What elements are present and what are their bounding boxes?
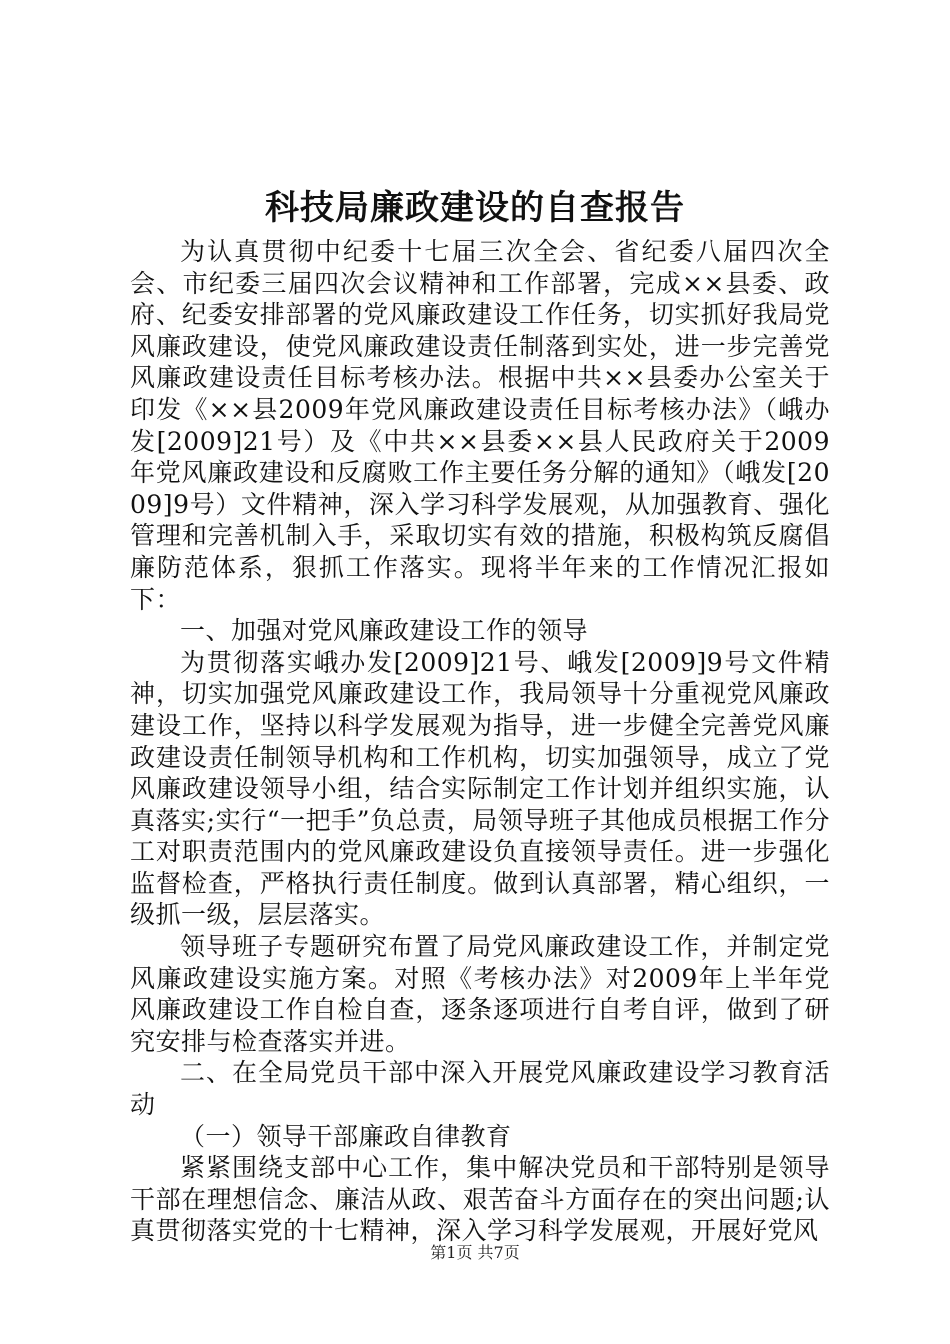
subsection-heading-1: （一）领导干部廉政自律教育	[180, 1121, 512, 1151]
section-1-paragraph-1: 为贯彻落实峨办发[2009]21号、峨发[2009]9号文件精神，切实加强党风廉政建设工作，我局领导十分重视党风廉政建设工作，坚持以科学发展观为指导，进一步健全完善党风廉政建设责任制领导机构和工作机构，切实加强领导，成立了党风廉政建设领导小组，结合实际制定工作计划并组织实施，认真落实;实行“一把手”负总责，局领导班子其他成员根据工作分工对职责范围内的党风廉政建设负直接领导责任。进一步强化监督检查，严格执行责任制度。做到认真部署，精心组织，一级抓一级，层层落实。	[130, 647, 830, 930]
intro-paragraph: 为认真贯彻中纪委十七届三次全会、省纪委八届四次全会、市纪委三届四次会议精神和工作部署，完成××县委、政府、纪委安排部署的党风廉政建设工作任务，切实抓好我局党风廉政建设，使党风廉政建设责任制落到实处，进一步完善党风廉政建设责任目标考核办法。根据中共××县委办公室关于印发《××县2009年党风廉政建设责任目标考核办法》（峨办发[2009]21号）及《中共××县委××县人民政府关于2009年党风廉政建设和反腐败工作主要任务分解的通知》（峨发[2009]9号）文件精神，深入学习科学发展观，从加强教育、强化管理和完善机制入手，采取切实有效的措施，积极构筑反腐倡廉防范体系，狠抓工作落实。现将半年来的工作情况汇报如下：	[130, 237, 830, 614]
document-body	[130, 236, 830, 1247]
subsection-1-paragraph-1: 紧紧围绕支部中心工作，集中解决党员和干部特别是领导干部在理想信念、廉洁从政、艰苦奋斗方面存在的突出问题;认真贯彻落实党的十七精神，深入学习科学发展观，开展好党风	[130, 1153, 830, 1246]
document-title: 科技局廉政建设的自查报告	[265, 188, 685, 228]
section-heading-2: 二、在全局党员干部中深入开展党风廉政建设学习教育活动	[130, 1058, 830, 1120]
page-number-footer: 第1页 共7页	[430, 1243, 520, 1262]
section-heading-1: 一、加强对党风廉政建设工作的领导	[180, 616, 589, 646]
section-1-paragraph-2: 领导班子专题研究布置了局党风廉政建设工作，并制定党风廉政建设实施方案。对照《考核办法》对2009年上半年党风廉政建设工作自检自查，逐条逐项进行自考自评，做到了研究安排与检查落实并进。	[130, 932, 830, 1056]
